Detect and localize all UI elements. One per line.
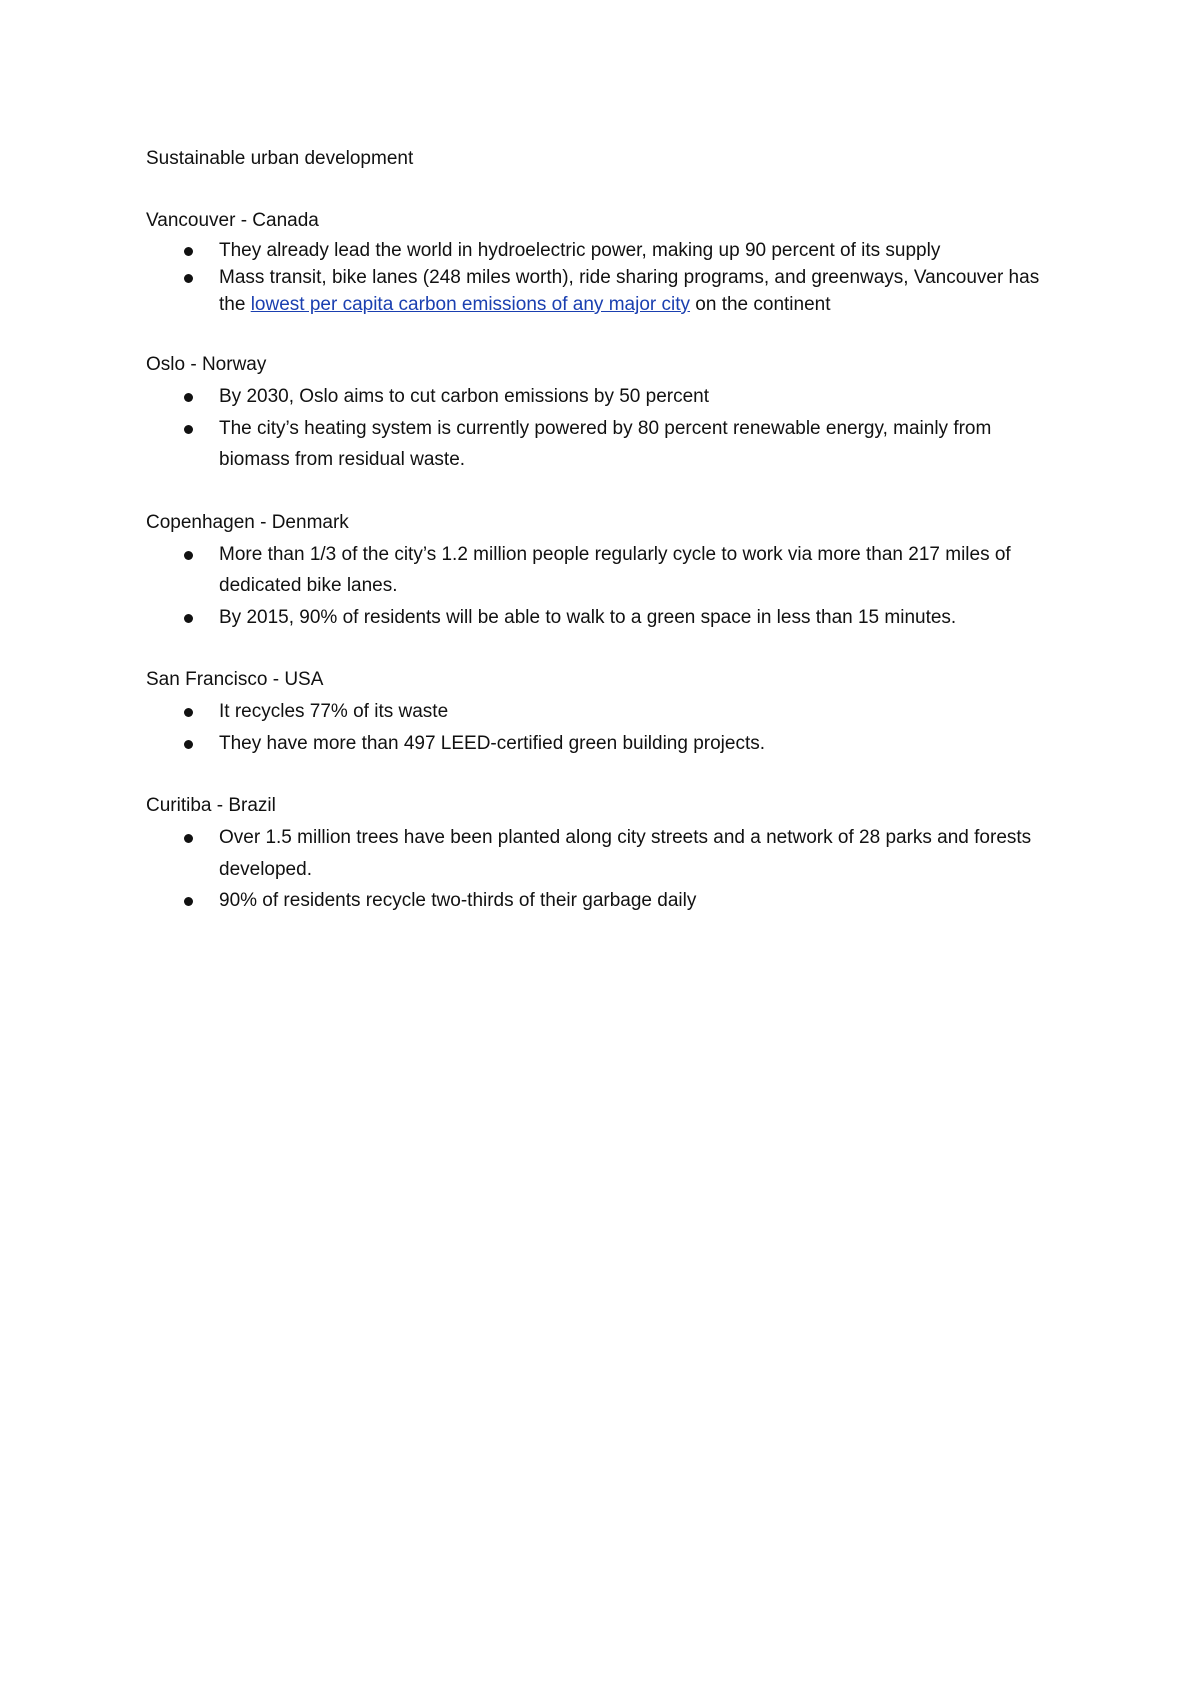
list-item	[146, 602, 1066, 634]
section-heading: Curitiba - Brazil	[146, 795, 276, 816]
bullet-list	[146, 696, 1066, 759]
section-heading: San Francisco - USA	[146, 669, 324, 690]
section-curitiba	[146, 790, 1066, 917]
list-item	[146, 822, 1066, 885]
list-item-text: More than 1/3 of the city’s 1.2 million people regularly cycle to work via more than 217 miles of dedicated bike lanes.	[219, 543, 1011, 596]
bullet-icon	[184, 393, 193, 402]
section-copenhagen	[146, 507, 1066, 634]
bullet-icon	[184, 425, 193, 434]
list-item-text: 90% of residents recycle two-thirds of their garbage daily	[219, 890, 697, 911]
list-item-text: They already lead the world in hydroelectric power, making up 90 percent of its supply	[219, 240, 941, 261]
section-vancouver	[146, 205, 1066, 318]
list-item	[146, 413, 1066, 476]
bullet-icon	[184, 551, 193, 560]
list-item	[146, 885, 1066, 917]
section-heading: Vancouver - Canada	[146, 210, 319, 231]
bullet-icon	[184, 247, 193, 256]
list-item-text: The city’s heating system is currently powered by 80 percent renewable energy, mainly from biomass from residual waste.	[219, 417, 992, 470]
list-item-text: Over 1.5 million trees have been planted along city streets and a network of 28 parks and forests developed.	[219, 827, 1032, 880]
bullet-list	[146, 237, 1066, 318]
list-item	[146, 728, 1066, 760]
document-page	[146, 143, 1066, 948]
list-item	[146, 237, 1066, 264]
emissions-link[interactable]: lowest per capita carbon emissions of any major city	[250, 294, 691, 315]
bullet-icon	[184, 740, 193, 749]
list-item-text: Mass transit, bike lanes (248 miles worth), ride sharing programs, and greenways, Vancouver has the	[219, 267, 1040, 315]
bullet-list	[146, 381, 1066, 476]
bullet-icon	[184, 834, 193, 843]
list-item	[146, 264, 1066, 318]
bullet-list	[146, 539, 1066, 634]
bullet-list	[146, 822, 1066, 917]
section-heading: Copenhagen - Denmark	[146, 511, 349, 533]
list-item-text: It recycles 77% of its waste	[219, 701, 449, 722]
list-item-text: They have more than 497 LEED-certified green building projects.	[219, 732, 766, 754]
list-item	[146, 539, 1066, 602]
list-item-text: By 2015, 90% of residents will be able to walk to a green space in less than 15 minutes.	[219, 606, 957, 628]
section-san-francisco	[146, 664, 1066, 759]
bullet-icon	[184, 897, 193, 906]
section-heading: Oslo - Norway	[146, 354, 267, 375]
section-oslo	[146, 349, 1066, 476]
list-item	[146, 381, 1066, 413]
bullet-icon	[184, 274, 193, 283]
list-item	[146, 696, 1066, 728]
bullet-icon	[184, 708, 193, 717]
bullet-icon	[184, 614, 193, 623]
list-item-text: By 2030, Oslo aims to cut carbon emissions by 50 percent	[219, 386, 710, 407]
list-item-text: on the continent	[690, 294, 831, 315]
document-title: Sustainable urban development	[146, 148, 414, 169]
